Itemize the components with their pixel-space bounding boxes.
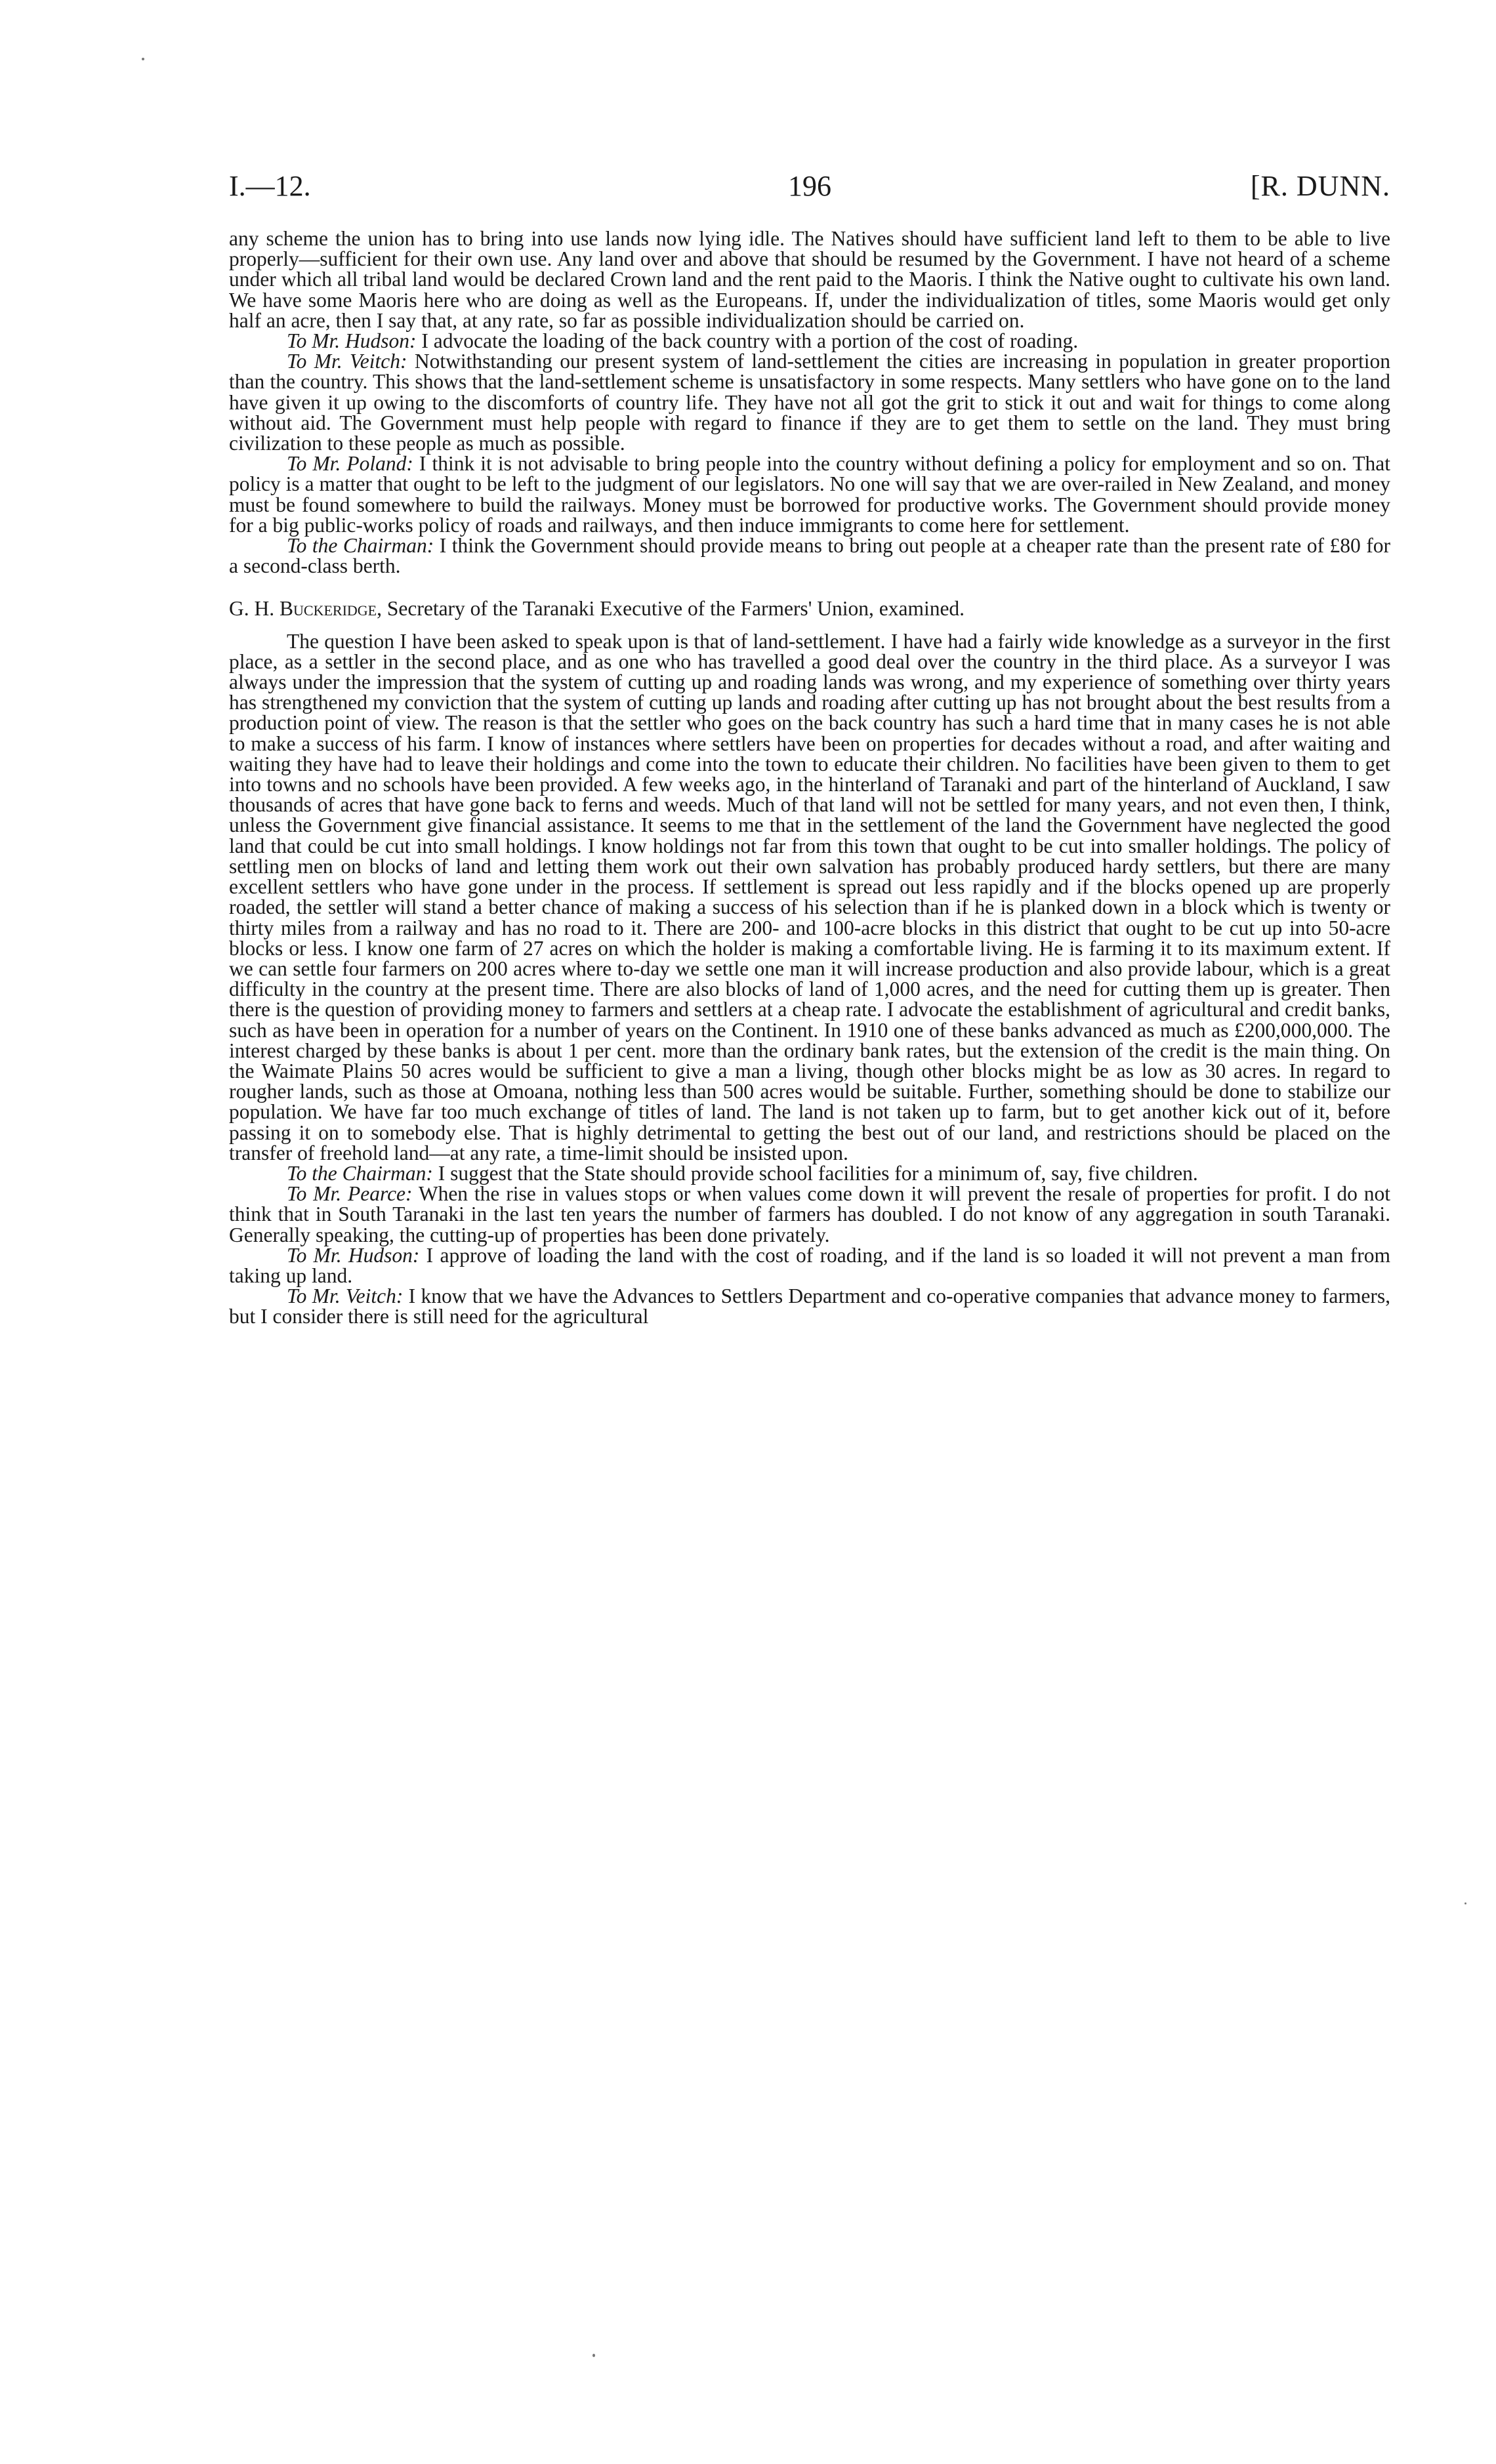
- paragraph-text: I think it is not advisable to bring people into the country without defining a policy for employment and so on. That policy is a matter that ought to be left to the judgment of our legislators. No one will say that we are over-railed in New Zealand, and money must be found somewhere to build the railways. Money must be borrowed for productive works. The Government should provide money for a big public-works policy of roads and railways, and then induce immigrants to come here for settlement.: [229, 452, 1390, 537]
- qa-paragraph: [229, 1286, 1390, 1326]
- paragraph-text: I know that we have the Advances to Settlers Department and co-operative companies that advance money to farmers, but I consider there is still need for the agricultural: [229, 1284, 1390, 1328]
- paragraph-text: any scheme the union has to bring into use lands now lying idle. The Natives should have sufficient land left to them to be able to live properly—sufficient for their own use. Any land over and above that should be resumed by the Government. I have not heard of a scheme under which all tribal land would be declared Crown land and the rent paid to the Maoris. I think the Native ought to cultivate his own land. We have some Maoris here who are doing as well as the Europeans. If, under the individualization of titles, some Maoris would get only half an acre, then I say that, at any rate, so far as possible individualization should be carried on.: [229, 227, 1390, 332]
- paragraph-text: Notwithstanding our present system of land-settlement the cities are increasing in population in greater proportion than the country. This shows that the land-settlement scheme is unsatisfactory in some respects. Many settlers who have gone on to the land have given it up owing to the discomforts of country life. They have not all got the grit to stick it out and wait for things to come along without aid. The Government must help people with regard to finance if they are to get them to settle on the land. They must bring civilization to these people as much as possible.: [229, 350, 1390, 455]
- addressee: To Mr. Hudson:: [287, 329, 417, 353]
- witness-name: Buckeridge: [280, 597, 377, 621]
- report-reference: I.—12.: [229, 170, 311, 202]
- qa-paragraph: [229, 331, 1390, 351]
- qa-paragraph: [229, 453, 1390, 535]
- qa-paragraph: [229, 535, 1390, 576]
- paragraph-text: The question I have been asked to speak upon is that of land-settlement. I have had a fairly wide knowledge as a surveyor in the first place, as a settler in the second place, and as one who has travelled a good deal over the country in the third place. As a surveyor I was always under the impression that the system of cutting up and roading lands was wrong, and my experience of something over thirty years has strengthened my conviction that the system of cutting up lands and roading after cutting up has not brought about the best results from a production point of view. The reason is that the settler who goes on the back country has such a hard time that in many cases he is not able to make a success of his farm. I know of instances where settlers have been on properties for decades without a road, and after waiting and waiting they have had to leave their holdings and come into the town to educate their children. No facilities have been given to them to get into towns and no schools have been provided. A few weeks ago, in the hinterland of Taranaki and part of the hinterland of Auckland, I saw thousands of acres that have gone back to ferns and weeds. Much of that land will not be settled for many years, and not even then, I think, unless the Government give financial assistance. It seems to me that in the settlement of the land the Government have neglected the good land that could be cut into small holdings. I know holdings not far from this town that ought to be cut into smaller holdings. The policy of settling men on blocks of land and letting them work out their own salvation has probably produced hardy settlers, but there are many excellent settlers who have gone under in the process. If settlement is spread out less rapidly and if the blocks opened up are properly roaded, the settler will stand a better chance of making a success of his selection than if he is planked down in a block which is twenty or thirty miles from a railway and has no road to it. There are 200- and 100-acre blocks in this district that ought to be cut up into 50-acre blocks or less. I know one farm of 27 acres on which the holder is making a comfortable living. He is farming it to its maximum extent. If we can settle four farmers on 200 acres where to-day we settle one man it will increase production and also provide labour, which is a great difficulty in the country at the present time. There are also blocks of land of 1,000 acres, and the need for cutting them up is greater. Then there is the question of providing money to farmers and settlers at a cheap rate. I advocate the establishment of agricultural and credit banks, such as have been in operation for a number of years on the Continent. In 1910 one of these banks advanced as much as £200,000,000. The interest charged by these banks is about 1 per cent. more than the ordinary bank rates, but the extension of the credit is the main thing. On the Waimate Plains 50 acres would be sufficient to give a man a living, though other blocks might be as low as 30 acres. In regard to rougher lands, such as those at Omoana, nothing less than 500 acres would be suitable. Further, something should be done to stabilize our population. We have far too much exchange of titles of land. The land is not taken up to farm, but to get another kick out of it, before passing it on to somebody else. That is highly detrimental to getting the best out of our land, and restrictions should be placed on the transfer of freehold land—at any rate, a time-limit should be insisted upon.: [229, 629, 1390, 1164]
- scan-speck: [592, 2354, 595, 2357]
- scan-speck: [142, 58, 144, 60]
- paragraph-continued: [229, 228, 1390, 331]
- addressee: To the Chairman:: [287, 1161, 433, 1185]
- witness-running-head: [R. DUNN.: [1250, 170, 1390, 202]
- page-header: [229, 169, 1390, 209]
- paragraph-text: I suggest that the State should provide school facilities for a minimum of, say, five children.: [432, 1161, 1198, 1185]
- paragraph-text: When the rise in values stops or when values come down it will prevent the resale of properties for profit. I do not think that in South Taranaki in the last ten years the number of farmers has doubled. I do not know of any aggregation in south Taranaki. Generally speaking, the cutting-up of properties has been done privately.: [229, 1182, 1390, 1246]
- qa-paragraph: [229, 1163, 1390, 1183]
- page-number: 196: [788, 170, 831, 202]
- scan-speck: [1465, 1902, 1466, 1904]
- addressee: To Mr. Hudson:: [287, 1243, 420, 1267]
- witness-initials: G. H.: [229, 597, 280, 621]
- witness-heading: [229, 598, 1390, 619]
- witness-description: , Secretary of the Taranaki Executive of the Farmers' Union, examined.: [377, 597, 965, 621]
- addressee: To Mr. Veitch:: [287, 1284, 404, 1308]
- qa-paragraph: [229, 351, 1390, 453]
- addressee: To Mr. Veitch:: [287, 350, 407, 373]
- paragraph-text: I think the Government should provide means to bring out people at a cheaper rate than the present rate of £80 for a second-class berth.: [229, 534, 1391, 578]
- paragraph-text: I approve of loading the land with the cost of roading, and if the land is so loaded it will not prevent a man from taking up land.: [229, 1243, 1390, 1287]
- paragraph-text: I advocate the loading of the back country with a portion of the cost of roading.: [416, 329, 1079, 353]
- qa-paragraph: [229, 1245, 1390, 1286]
- addressee: To the Chairman:: [287, 534, 434, 558]
- page-body: [229, 228, 1390, 1327]
- qa-paragraph: [229, 1183, 1390, 1245]
- addressee: To Mr. Poland:: [287, 452, 413, 476]
- addressee: To Mr. Pearce:: [287, 1182, 413, 1206]
- testimony-paragraph: [229, 631, 1390, 1163]
